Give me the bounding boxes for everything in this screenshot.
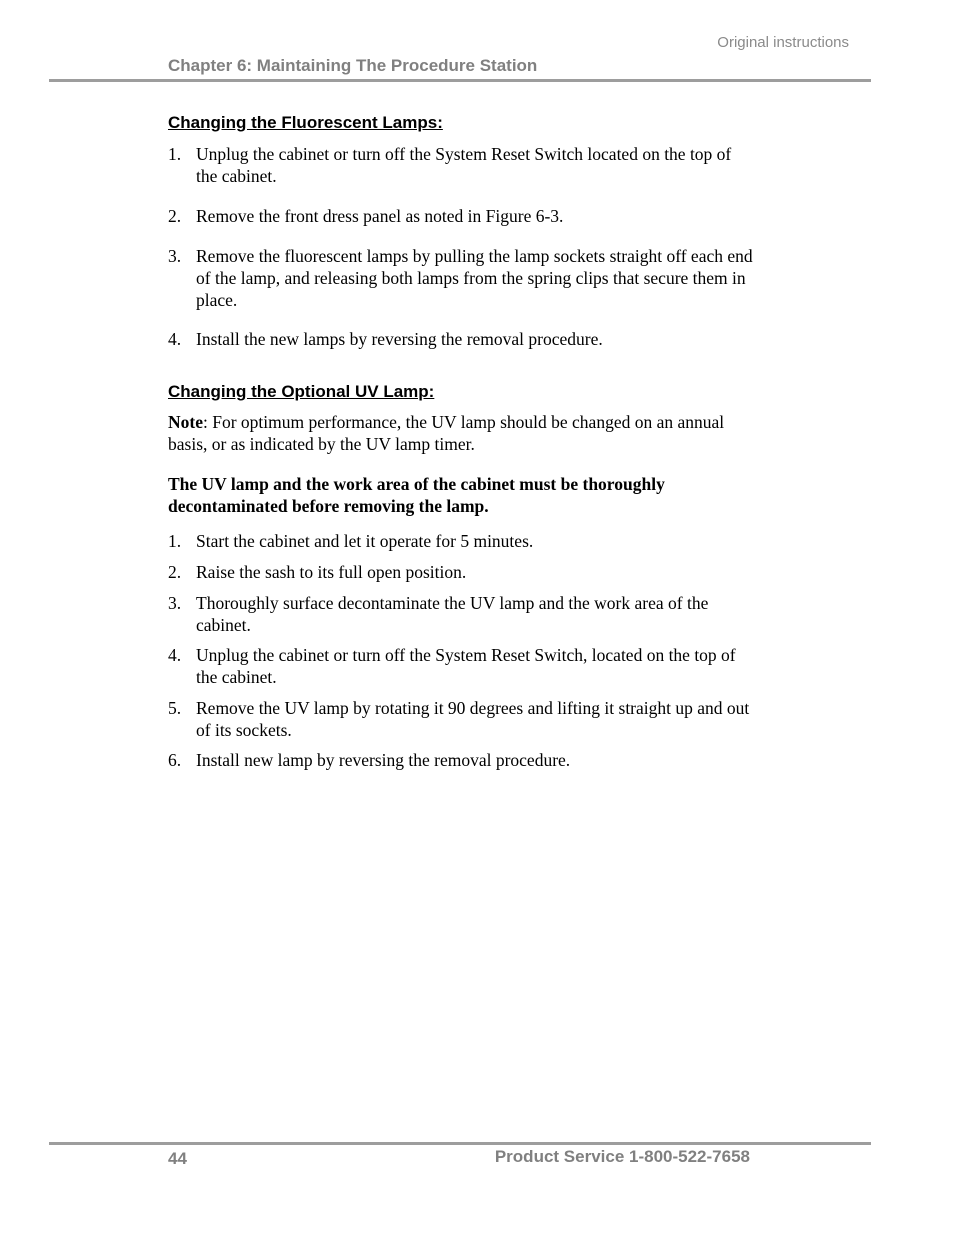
list-item-number: 3.	[168, 246, 182, 266]
list-item-text: Install the new lamps by reversing the removal procedure.	[196, 329, 603, 349]
list-item-number: 3.	[168, 593, 182, 613]
list-item-text: Unplug the cabinet or turn off the System Reset Switch, located on the top of the cabinet.	[196, 645, 736, 687]
list-item	[168, 245, 753, 311]
list-item-number: 5.	[168, 698, 182, 718]
list-item-text: Raise the sash to its full open position.	[196, 562, 467, 582]
footer-divider	[49, 1142, 871, 1145]
list-item	[168, 697, 753, 741]
product-service-line: Product Service 1-800-522-7658	[494, 1147, 750, 1166]
list-item	[168, 749, 753, 771]
list-item-number: 6.	[168, 750, 182, 770]
list-item-number: 1.	[168, 531, 182, 551]
header-divider	[49, 79, 871, 82]
list-item	[168, 530, 753, 552]
list-item-text: Install new lamp by reversing the removal procedure.	[196, 750, 571, 770]
note-text: : For optimum performance, the UV lamp should be changed on an annual basis, or as indicated by the UV lamp timer.	[168, 412, 725, 454]
list-item-number: 4.	[168, 329, 182, 349]
list-item	[168, 592, 753, 636]
list-item-text: Remove the UV lamp by rotating it 90 degrees and lifting it straight up and out of its sockets.	[196, 698, 750, 740]
section-heading-fluorescent: Changing the Fluorescent Lamps:	[168, 113, 443, 132]
list-item-text: Unplug the cabinet or turn off the System Reset Switch located on the top of the cabinet.	[196, 144, 732, 186]
list-item	[168, 328, 753, 350]
list-item-number: 1.	[168, 144, 182, 164]
note-label: Note	[168, 412, 203, 432]
list-item-text: Thoroughly surface decontaminate the UV lamp and the work area of the cabinet.	[196, 593, 709, 635]
list-item	[168, 143, 753, 187]
original-instructions-label: Original instructions	[717, 34, 849, 51]
note-paragraph	[168, 411, 753, 455]
warning-paragraph: The UV lamp and the work area of the cabinet must be thoroughly decontaminated before removing the lamp.	[168, 474, 665, 516]
list-item	[168, 561, 753, 583]
section-heading-uv: Changing the Optional UV Lamp:	[168, 382, 435, 401]
list-item-number: 4.	[168, 645, 182, 665]
list-item-number: 2.	[168, 562, 182, 582]
page-number: 44	[168, 1149, 187, 1168]
list-item-number: 2.	[168, 206, 182, 226]
list-item	[168, 644, 753, 688]
list-item	[168, 205, 753, 227]
list-item-text: Remove the fluorescent lamps by pulling the lamp sockets straight off each end of the lamp, and releasing both lamps from the spring clips that secure them in place.	[196, 246, 753, 310]
chapter-title: Chapter 6: Maintaining The Procedure Station	[168, 56, 538, 75]
list-item-text: Start the cabinet and let it operate for 5 minutes.	[196, 531, 534, 551]
list-item-text: Remove the front dress panel as noted in Figure 6-3.	[196, 206, 564, 226]
